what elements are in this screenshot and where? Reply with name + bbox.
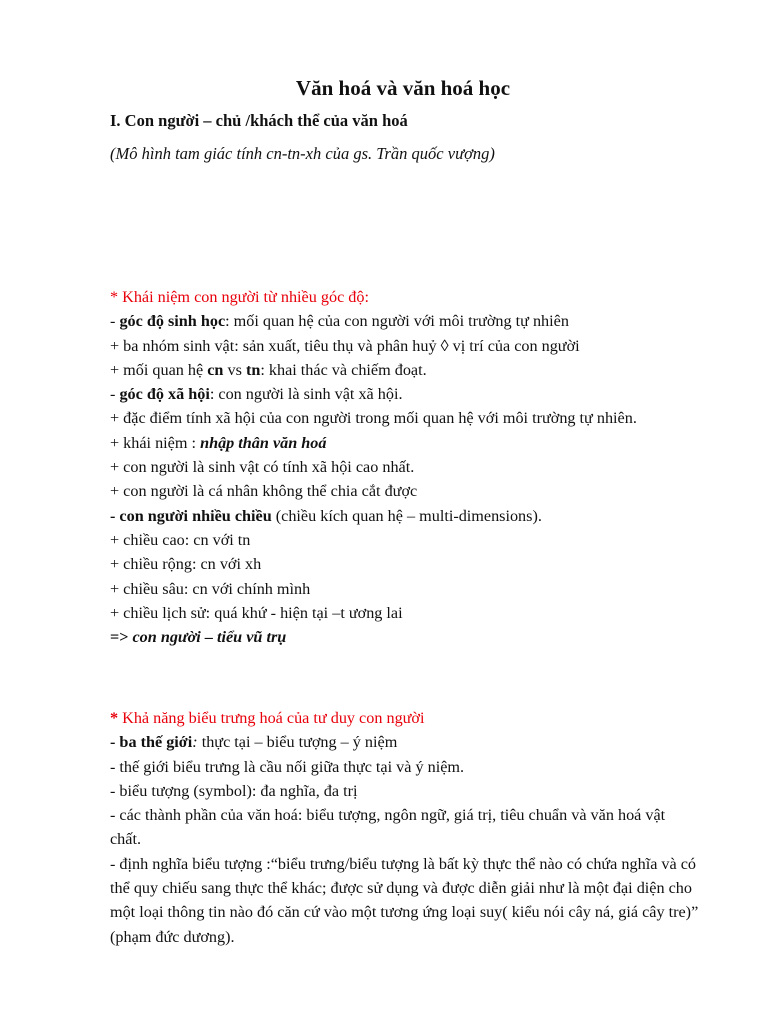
organism-groups-line: + ba nhóm sinh vật: sản xuất, tiêu thụ và phân huỷ ◊ vị trí của con người bbox=[110, 336, 580, 355]
society-perspective-line: - góc độ xã hội: con người là sinh vật xã hội. bbox=[110, 385, 403, 404]
section-heading: I. Con người – chủ /khách thể của văn hoá bbox=[110, 111, 408, 130]
symbol-quote-paragraph: - định nghĩa biểu tượng :“biểu trưng/biểu tượng là bất kỳ thực thể nào có chứa nghĩa và có thể quy chiếu sang thực thể khác; được sử dụng và được diễn giải như là một đại diện cho một loại thông tin nào đó căn cứ vào một tương ứng loại suy( kiểu nói cây ná, giá cây tre)” (phạm đức dương). bbox=[110, 854, 699, 946]
culture-components-line: - các thành phần của văn hoá: biểu tượng, ngôn ngữ, giá trị, tiêu chuẩn và văn hoá vật chất. bbox=[110, 806, 666, 849]
section2-heading: * Khả năng biểu trưng hoá của tư duy con người bbox=[110, 709, 425, 727]
dimension-depth-line: + chiều sâu: cn với chính mình bbox=[110, 579, 311, 598]
enculturation-line: + khái niệm : nhập thân văn hoá bbox=[110, 433, 327, 452]
human-concept-section bbox=[110, 285, 700, 649]
document-title: Văn hoá và văn hoá học bbox=[295, 76, 511, 100]
social-being-line: + con người là sinh vật có tính xã hội cao nhất. bbox=[110, 458, 415, 477]
microcosm-conclusion-line: => con người – tiểu vũ trụ bbox=[110, 628, 287, 647]
dimension-history-line: + chiều lịch sử: quá khứ - hiện tại –t ương lai bbox=[110, 603, 403, 622]
three-worlds-line: - ba thế giới: thực tại – biểu tượng – ý niệm bbox=[110, 733, 398, 752]
individual-line: + con người là cá nhân không thể chia cắt được bbox=[110, 482, 418, 501]
cn-tn-relation-line: + mối quan hệ cn vs tn: khai thác và chiếm đoạt. bbox=[110, 360, 427, 379]
section1-heading: * Khái niệm con người từ nhiều góc độ: bbox=[110, 288, 369, 306]
symbolization-section bbox=[110, 706, 700, 949]
multidimensional-line: - con người nhiều chiều (chiều kích quan hệ – multi-dimensions). bbox=[110, 506, 542, 525]
biology-perspective-line: - góc độ sinh học: mối quan hệ của con người với môi trường tự nhiên bbox=[110, 312, 569, 331]
symbolic-bridge-line: - thế giới biểu trưng là cầu nối giữa thực tại và ý niệm. bbox=[110, 757, 465, 776]
dimension-height-line: + chiều cao: cn với tn bbox=[110, 530, 251, 549]
model-subtitle: (Mô hình tam giác tính cn-tn-xh của gs. Trần quốc vượng) bbox=[110, 144, 495, 163]
social-trait-line: + đặc điểm tính xã hội của con người trong mối quan hệ với môi trường tự nhiên. bbox=[110, 409, 637, 428]
symbol-definition-line: - biểu tượng (symbol): đa nghĩa, đa trị bbox=[110, 781, 358, 800]
dimension-width-line: + chiều rộng: cn với xh bbox=[110, 555, 262, 574]
